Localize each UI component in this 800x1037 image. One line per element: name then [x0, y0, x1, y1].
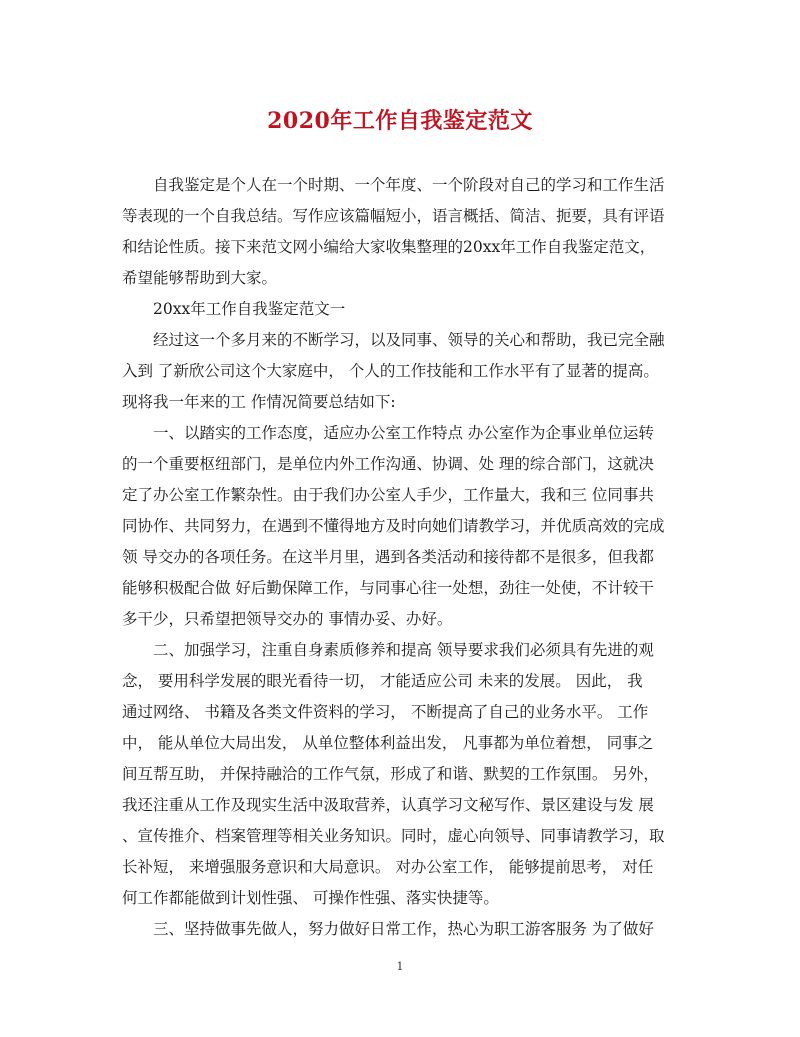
paragraph-line: 自我鉴定是个人在一个时期、一个年度、一个阶段对自己的学习和工作生活 [153, 176, 665, 194]
paragraph-line: 希望能够帮助到大家。 [122, 269, 278, 287]
paragraph-line: 领 导交办的各项任务。在这半月里，遇到各类活动和接待都不是很多，但我都 [122, 548, 654, 566]
paragraph-line: 何工作都能做到计划性强、 可操作性强、落实快捷等。 [122, 889, 499, 907]
paragraph-line: 同协作、共同努力，在遇到不懂得地方及时向她们请教学习，并优质高效的完成 [122, 517, 665, 535]
paragraph-line: 经过这一个多月来的不断学习，以及同事、领导的关心和帮助，我已完全融 [153, 331, 665, 349]
paragraph-line: 念， 要用科学发展的眼光看待一切， 才能适应公司 未来的发展。 因此， 我 [122, 672, 643, 690]
paragraph-line: 长补短， 来增强服务意识和大局意识。 对办公室工作， 能够提前思考， 对任 [122, 858, 654, 876]
paragraph-line: 多干少，只希望把领导交办的 事情办妥、办好。 [122, 610, 453, 628]
paragraph-line: 、宣传推介、档案管理等相关业务知识。同时，虚心向领导、同事请教学习，取 [122, 827, 665, 845]
paragraph-line: 能够积极配合做 好后勤保障工作，与同事心往一处想，劲往一处使，不计较干 [122, 579, 654, 597]
paragraph-line: 二、加强学习，注重自身素质修养和提高 领导要求我们必须具有先进的观 [153, 641, 654, 659]
paragraph-line: 一、以踏实的工作态度，适应办公室工作特点 办公室作为企事业单位运转 [153, 424, 654, 442]
paragraph-line: 入到 了新欣公司这个大家庭中， 个人的工作技能和工作水平有了显著的提高。 [122, 362, 659, 380]
page-number: 1 [396, 960, 404, 973]
paragraph-line: 通过网络、 书籍及各类文件资料的学习， 不断提高了自己的业务水平。 工作 [122, 703, 649, 721]
paragraph-line: 间互帮互助， 并保持融洽的工作气氛，形成了和谐、默契的工作氛围。 另外， [122, 765, 659, 783]
paragraph-line: 现将我一年来的工 作情况简要总结如下: [122, 393, 396, 411]
section-heading: 20xx年工作自我鉴定范文一 [153, 300, 346, 318]
paragraph-line: 中， 能从单位大局出发， 从单位整体利益出发， 凡事都为单位着想， 同事之 [122, 734, 654, 752]
document-title: 2020年工作自我鉴定范文 [267, 108, 533, 134]
paragraph-line: 三、坚持做事先做人，努力做好日常工作，热心为职工游客服务 为了做好 [153, 920, 654, 938]
paragraph-line: 定了办公室工作繁杂性。由于我们办公室人手少，工作量大，我和三 位同事共 [122, 486, 654, 504]
paragraph-line: 的一个重要枢纽部门，是单位内外工作沟通、协调、处 理的综合部门，这就决 [122, 455, 654, 473]
paragraph-line: 和结论性质。接下来范文网小编给大家收集整理的20xx年工作自我鉴定范文， [122, 238, 656, 256]
paragraph-line: 我还注重从工作及现实生活中汲取营养，认真学习文秘写作、景区建设与发 展 [122, 796, 654, 814]
paragraph-line: 等表现的一个自我总结。写作应该篇幅短小，语言概括、简洁、扼要，具有评语 [122, 207, 665, 225]
document-body [122, 170, 678, 945]
